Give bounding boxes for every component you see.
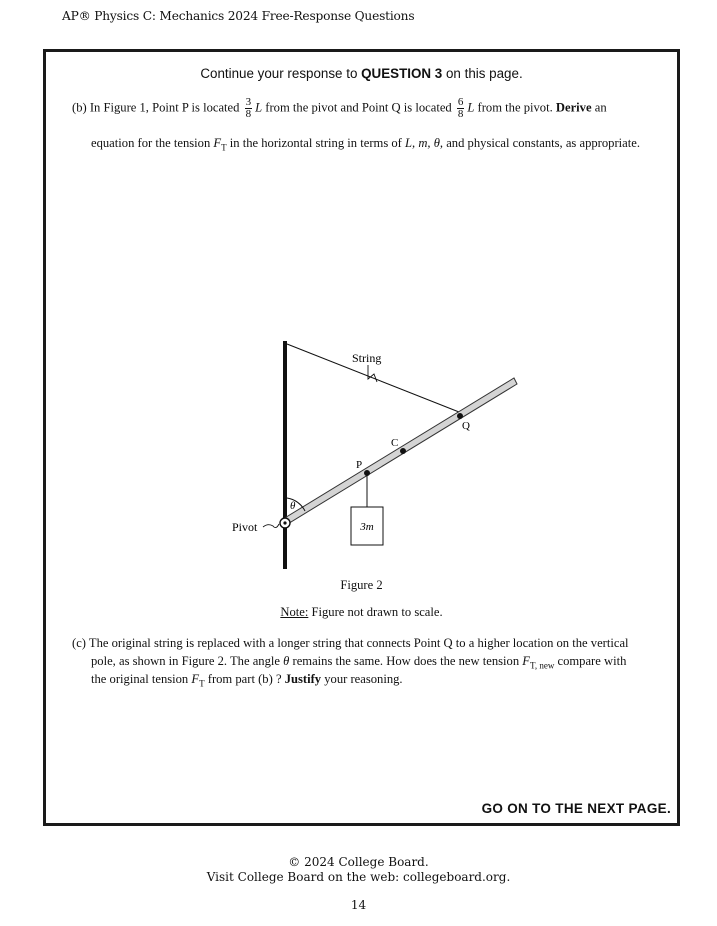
variables-list: L, m, θ, [405, 136, 444, 150]
pivot-pointer-curve [263, 524, 279, 528]
figure-note [46, 605, 677, 620]
q-label: Q [462, 420, 470, 432]
part-c-line1-text: The original string is replaced with a longer string that connects Point Q to a higher location on the vertical [88, 636, 629, 650]
orig-tension-var: F [191, 672, 200, 686]
frac2-num: 6 [457, 96, 464, 108]
copyright-line: © 2024 College Board. [288, 855, 429, 869]
note-text: Figure not drawn to scale. [311, 605, 443, 619]
var-L-1: L [255, 100, 263, 115]
continue-suffix: on this page. [445, 66, 523, 81]
point-q [457, 413, 463, 419]
go-on-notice: GO ON TO THE NEXT PAGE. [481, 801, 671, 816]
string-label: String [352, 351, 382, 365]
point-p [364, 470, 370, 476]
string-pointer-arrow [368, 365, 377, 382]
mass-label: 3m [360, 521, 374, 533]
part-b-line2-a: equation for the tension [91, 136, 211, 150]
vertical-pole [283, 341, 287, 569]
part-c-line3-b: from part (b) ? [207, 672, 282, 686]
note-label: Note: [280, 605, 309, 619]
part-c-line-1 [72, 636, 629, 651]
part-b-text-4: an [594, 100, 607, 115]
c-label: C [391, 437, 399, 449]
figure-2-diagram [46, 52, 677, 612]
derive-keyword: Derive [555, 100, 592, 115]
pivot-center [283, 521, 286, 524]
part-c-line2-b: remains the same. How does the new tension [292, 654, 520, 668]
frac1-num: 3 [245, 96, 252, 108]
part-b-line2-b: in the horizontal string in terms of [229, 136, 402, 150]
page-number: 14 [350, 898, 367, 912]
part-c-line-3 [91, 672, 403, 689]
part-b-text-3: from the pivot. [477, 100, 553, 115]
orig-tension-sub: T [199, 678, 205, 689]
new-tension-var: F [522, 654, 530, 668]
justify-keyword: Justify [284, 672, 322, 686]
pivot-label: Pivot [232, 520, 258, 534]
part-b-text-2: from the pivot and Point Q is located [265, 100, 452, 115]
figure-caption: Figure 2 [340, 578, 383, 592]
frac2-den: 8 [457, 108, 464, 120]
var-L-2: L [467, 100, 475, 115]
part-b-label: (b) [72, 100, 87, 115]
tension-var: F [213, 136, 222, 150]
question-number: QUESTION 3 [361, 66, 443, 81]
p-label: P [356, 459, 363, 471]
response-box [43, 49, 680, 826]
continue-prefix: Continue your response to [200, 66, 358, 81]
new-tension-sub: T, new [530, 660, 555, 671]
website-line: Visit College Board on the web: collegeboard.org. [206, 870, 511, 884]
frac1-den: 8 [245, 108, 252, 120]
part-c-line-2 [91, 654, 626, 671]
point-c [400, 448, 406, 454]
part-c-theta: θ [283, 654, 290, 668]
rod [283, 378, 517, 525]
theta-label: θ [290, 500, 296, 512]
part-c-line2-a: pole, as shown in Figure 2. The angle [91, 654, 280, 668]
part-b-line2-c: and physical constants, as appropriate. [446, 136, 640, 150]
part-c-label: (c) [72, 636, 86, 650]
tension-sub: T [221, 142, 227, 153]
part-c-line3-c: your reasoning. [324, 672, 403, 686]
part-b-text-1: In Figure 1, Point P is located [89, 100, 240, 115]
page-header: AP® Physics C: Mechanics 2024 Free-Response Questions [62, 9, 415, 23]
part-c-line2-c: compare with [557, 654, 627, 668]
part-c-line3-a: the original tension [91, 672, 189, 686]
